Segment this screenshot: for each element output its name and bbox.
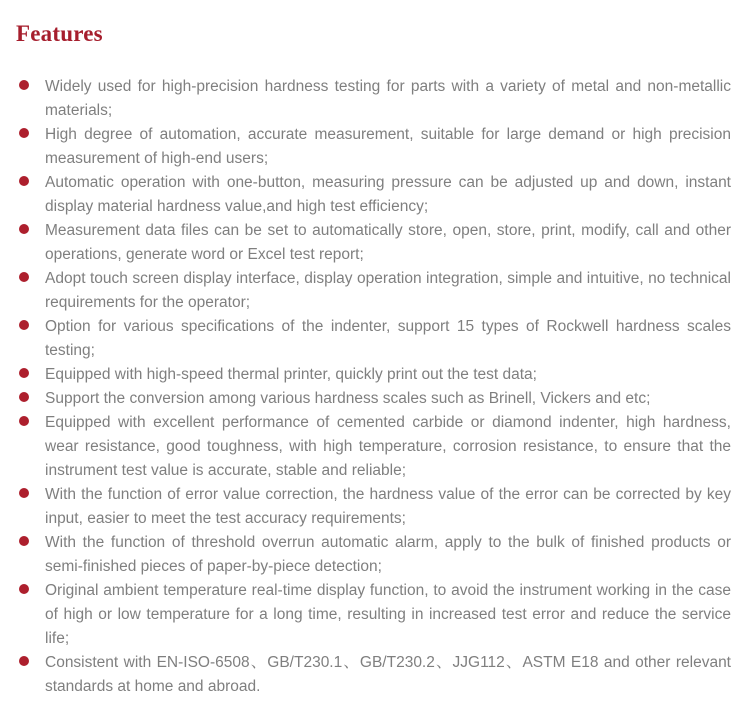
- bullet-icon: [19, 656, 29, 666]
- list-item: [16, 483, 731, 531]
- bullet-icon: [19, 176, 29, 186]
- feature-text: With the function of error value correction, the hardness value of the error can be corrected by key input, easier to meet the test accuracy requirements;: [45, 486, 731, 527]
- feature-text: Original ambient temperature real-time display function, to avoid the instrument working in the case of high or low temperature for a long time, resulting in increased test error and reduce the service life;: [45, 582, 731, 647]
- list-item: [16, 171, 731, 219]
- feature-text: Equipped with excellent performance of cemented carbide or diamond indenter, high hardness, wear resistance, good toughness, with high temperature, corrosion resistance, to ensure that the instrument test value is accurate, stable and reliable;: [45, 414, 731, 479]
- feature-text: Option for various specifications of the indenter, support 15 types of Rockwell hardness scales testing;: [45, 318, 731, 359]
- feature-text: Equipped with high-speed thermal printer, quickly print out the test data;: [45, 366, 537, 383]
- list-item: [16, 387, 731, 411]
- list-item: [16, 123, 731, 171]
- list-item: [16, 363, 731, 387]
- list-item: [16, 75, 731, 123]
- feature-text: Adopt touch screen display interface, display operation integration, simple and intuitive, no technical requirements for the operator;: [45, 270, 731, 311]
- bullet-icon: [19, 224, 29, 234]
- bullet-icon: [19, 536, 29, 546]
- feature-text: Support the conversion among various hardness scales such as Brinell, Vickers and etc;: [45, 390, 651, 407]
- list-item: [16, 651, 731, 699]
- bullet-icon: [19, 416, 29, 426]
- list-item: [16, 579, 731, 651]
- bullet-icon: [19, 128, 29, 138]
- bullet-icon: [19, 584, 29, 594]
- feature-text: Measurement data files can be set to automatically store, open, store, print, modify, call and other operations, generate word or Excel test report;: [45, 222, 731, 263]
- bullet-icon: [19, 320, 29, 330]
- bullet-icon: [19, 272, 29, 282]
- feature-text: With the function of threshold overrun automatic alarm, apply to the bulk of finished products or semi-finished pieces of paper-by-piece detection;: [45, 534, 731, 575]
- bullet-icon: [19, 392, 29, 402]
- bullet-icon: [19, 368, 29, 378]
- section-title: Features: [16, 21, 103, 46]
- feature-text: Widely used for high-precision hardness testing for parts with a variety of metal and non-metallic materials;: [45, 78, 731, 119]
- feature-text: Consistent with EN-ISO-6508、GB/T230.1、GB/T230.2、JJG112、ASTM E18 and other relevant standards at home and abroad.: [45, 654, 731, 695]
- feature-text: High degree of automation, accurate measurement, suitable for large demand or high precision measurement of high-end users;: [45, 126, 731, 167]
- list-item: [16, 531, 731, 579]
- feature-text: Automatic operation with one-button, measuring pressure can be adjusted up and down, instant display material hardness value,and high test efficiency;: [45, 174, 731, 215]
- list-item: [16, 315, 731, 363]
- list-item: [16, 267, 731, 315]
- list-item: [16, 411, 731, 483]
- list-item: [16, 219, 731, 267]
- bullet-icon: [19, 488, 29, 498]
- feature-list: [16, 75, 731, 699]
- bullet-icon: [19, 80, 29, 90]
